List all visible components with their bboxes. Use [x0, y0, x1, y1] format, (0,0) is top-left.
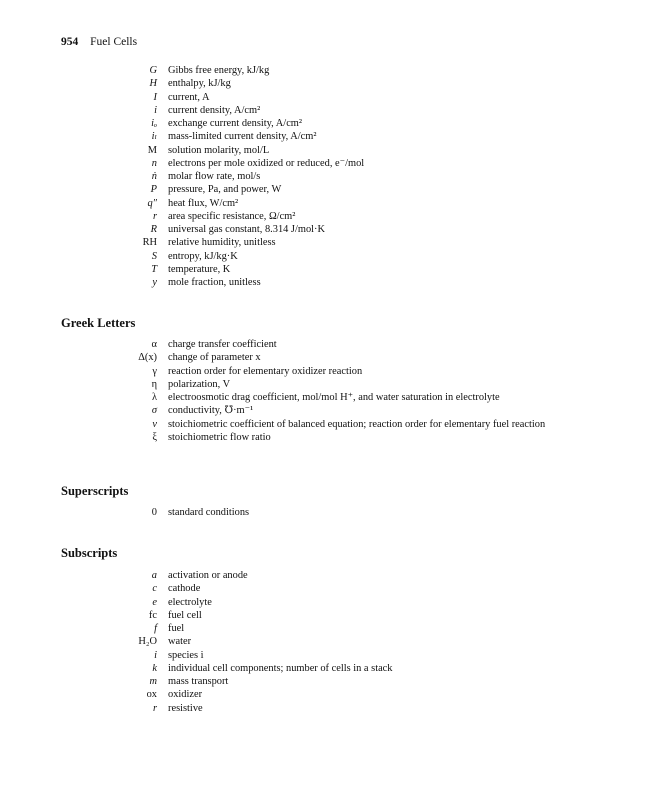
definition: stoichiometric flow ratio — [168, 431, 271, 443]
definition: resistive — [168, 702, 203, 714]
symbol: ξ — [152, 431, 157, 443]
definition: electrolyte — [168, 596, 212, 608]
definition: cathode — [168, 583, 201, 595]
nomenclature-row — [0, 77, 647, 90]
symbol: iₗ — [151, 131, 157, 143]
nomenclature-row — [0, 569, 647, 582]
nomenclature-row — [0, 649, 647, 662]
nomenclature-row — [0, 378, 647, 391]
symbol: α — [151, 339, 157, 350]
nomenclature-row — [0, 91, 647, 104]
symbol: R — [150, 224, 157, 235]
nomenclature-row — [0, 351, 647, 364]
nomenclature-row — [0, 157, 647, 170]
symbol: m — [149, 676, 157, 687]
running-header — [61, 36, 137, 48]
subscripts-heading: Subscripts — [61, 546, 118, 560]
nomenclature-row — [0, 64, 647, 77]
nomenclature-row — [0, 688, 647, 701]
running-title: Fuel Cells — [90, 36, 138, 48]
definition: mass transport — [168, 676, 229, 687]
definition: charge transfer coefficient — [168, 339, 277, 350]
symbol: i — [154, 104, 157, 116]
symbol: e — [152, 596, 157, 608]
nomenclature-row — [0, 582, 647, 595]
superscripts-heading: Superscripts — [61, 484, 129, 498]
nomenclature-row — [0, 104, 647, 117]
page-number: 954 — [61, 36, 79, 48]
definition: change of parameter x — [168, 352, 261, 364]
symbol: n — [151, 157, 157, 169]
nomenclature-row — [0, 263, 647, 276]
symbol: ν — [152, 418, 157, 430]
symbol: iₒ — [151, 118, 157, 129]
nomenclature-row — [0, 662, 647, 675]
nomenclature-row — [0, 223, 647, 236]
nomenclature-row — [0, 675, 647, 688]
nomenclature-row — [0, 702, 647, 715]
nomenclature-row — [0, 391, 647, 404]
definition: exchange current density, A/cm² — [168, 118, 303, 129]
definition: Gibbs free energy, kJ/kg — [168, 65, 270, 76]
symbol: r — [152, 702, 157, 714]
greek-letters-heading: Greek Letters — [61, 316, 136, 330]
nomenclature-row — [0, 250, 647, 263]
nomenclature-row — [0, 431, 647, 444]
nomenclature-row — [0, 404, 647, 417]
definition: electrons per mole oxidized or reduced, e⁻/mol — [168, 157, 365, 169]
definition: current density, A/cm² — [168, 104, 261, 116]
definition: heat flux, W/cm² — [168, 197, 239, 209]
symbol: γ — [152, 365, 157, 377]
symbol: ox — [146, 689, 157, 701]
definition: pressure, Pa, and power, W — [168, 184, 282, 196]
definition: individual cell components; number of cells in a stack — [168, 662, 393, 674]
nomenclature-row — [0, 365, 647, 378]
nomenclature-row — [0, 183, 647, 196]
nomenclature-row — [0, 276, 647, 289]
nomenclature-row — [0, 170, 647, 183]
symbol: H₂O — [138, 636, 157, 648]
definition: activation or anode — [168, 570, 248, 581]
symbol: a — [151, 570, 157, 581]
symbol: σ — [151, 405, 157, 417]
definition: enthalpy, kJ/kg — [168, 78, 231, 90]
definition: polarization, V — [168, 378, 231, 390]
definition: stoichiometric coefficient of balanced equation; reaction order for elementary fuel reaction — [168, 418, 546, 430]
definition: molar flow rate, mol/s — [168, 171, 261, 182]
nomenclature-row — [0, 418, 647, 431]
main-symbol-list — [0, 64, 647, 289]
definition: fuel — [168, 623, 185, 634]
symbol: λ — [151, 392, 157, 403]
symbol: η — [151, 378, 157, 390]
symbol: S — [151, 250, 157, 262]
nomenclature-row — [0, 596, 647, 609]
definition: current, A — [168, 91, 210, 103]
nomenclature-row — [0, 144, 647, 157]
definition: solution molarity, mol/L — [168, 144, 270, 156]
greek-letter-list — [0, 338, 647, 444]
symbol: T — [151, 263, 157, 275]
symbol: P — [150, 184, 157, 196]
nomenclature-row — [0, 197, 647, 210]
definition: area specific resistance, Ω/cm² — [168, 210, 296, 222]
nomenclature-row — [0, 117, 647, 130]
symbol: ṅ — [151, 171, 157, 182]
symbol: f — [154, 623, 157, 634]
nomenclature-row — [0, 210, 647, 223]
definition: standard conditions — [168, 507, 250, 518]
subscript-list — [0, 569, 647, 715]
definition: electroosmotic drag coefficient, mol/mol H⁺, and water saturation in electrolyte — [168, 392, 500, 403]
definition: mole fraction, unitless — [168, 277, 261, 288]
symbol: I — [153, 91, 157, 103]
superscript-list — [0, 506, 647, 519]
nomenclature-row — [0, 236, 647, 249]
definition: species i — [168, 649, 204, 661]
definition: temperature, K — [168, 263, 231, 275]
nomenclature-row — [0, 338, 647, 351]
definition: universal gas constant, 8.314 J/mol·K — [168, 224, 325, 235]
nomenclature-row — [0, 635, 647, 648]
symbol: M — [147, 144, 157, 156]
symbol: q″ — [147, 197, 157, 209]
nomenclature-row — [0, 609, 647, 622]
symbol: i — [154, 649, 157, 661]
definition: conductivity, ℧·m⁻¹ — [168, 405, 254, 417]
symbol: H — [149, 78, 157, 90]
definition: mass-limited current density, A/cm² — [168, 131, 317, 143]
symbol: G — [149, 65, 157, 76]
nomenclature-row — [0, 622, 647, 635]
symbol: y — [152, 277, 157, 288]
definition: reaction order for elementary oxidizer reaction — [168, 365, 363, 377]
symbol: Δ(x) — [138, 352, 157, 364]
nomenclature-row — [0, 506, 647, 519]
symbol: c — [152, 583, 157, 595]
symbol: RH — [142, 237, 157, 249]
symbol: r — [152, 210, 157, 222]
definition: entropy, kJ/kg·K — [168, 250, 238, 262]
definition: fuel cell — [168, 609, 202, 621]
symbol: fc — [148, 609, 157, 621]
definition: relative humidity, unitless — [168, 237, 276, 249]
symbol: 0 — [151, 507, 157, 518]
symbol: k — [152, 662, 157, 674]
nomenclature-row — [0, 130, 647, 143]
definition: water — [168, 636, 192, 648]
definition: oxidizer — [168, 689, 203, 701]
